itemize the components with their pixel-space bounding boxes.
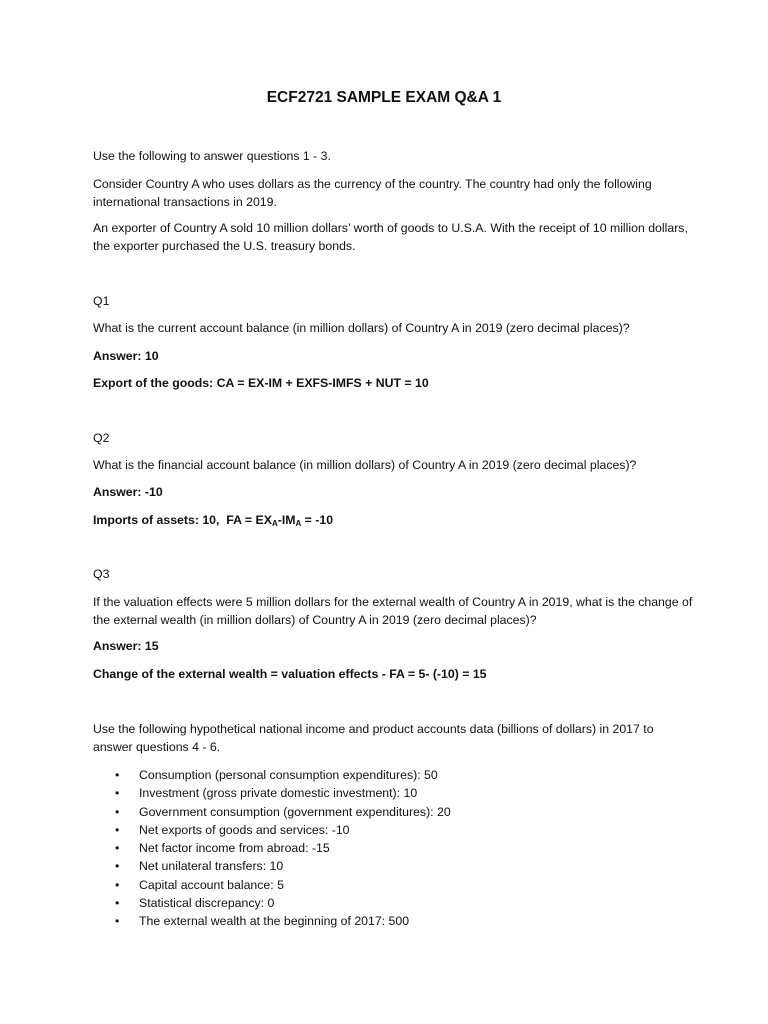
list-item-text: Consumption (personal consumption expenditures): 50 [139,768,438,782]
bullet-icon: • [115,786,120,801]
q2-question: What is the financial account balance (in million dollars) of Country A in 2019 (zero decimal places)? [93,458,637,472]
list-item [93,803,693,821]
list-item [93,784,693,802]
intro-paragraph-1: Use the following to answer questions 1 - 3. [93,149,331,163]
document-title: ECF2721 SAMPLE EXAM Q&A 1 [266,89,502,106]
list-item [93,894,693,912]
list-item [93,876,693,894]
q2-subscript-a1: A [271,519,278,528]
list-item [93,912,693,930]
bullet-icon: • [115,859,120,874]
list-item-text: Capital account balance: 5 [139,877,284,892]
bullet-icon: • [115,804,120,819]
q2-answer: Answer: -10 [93,485,163,499]
q2-explanation-suffix: = -10 [301,513,334,527]
q1-explanation: Export of the goods: CA = EX-IM + EXFS-IMFS + NUT = 10 [93,376,429,390]
data-bullet-list [93,766,693,931]
q3-answer: Answer: 15 [93,639,159,653]
bullet-icon: • [115,822,120,837]
list-item-text: Government consumption (government expenditures): 20 [139,804,451,819]
list-item [93,821,693,839]
list-item [93,839,693,857]
intro-paragraph-3: An exporter of Country A sold 10 million dollars’ worth of goods to U.S.A. With the receipt of 10 million dollars, the exporter purchased the U.S. treasury bonds. [93,221,688,253]
bullet-icon: • [115,896,120,911]
q1-answer: Answer: 10 [93,349,159,363]
intro-paragraph-4: Use the following hypothetical national income and product accounts data (billions of dollars) in 2017 to answer questions 4 - 6. [93,722,654,754]
q2-explanation [93,511,693,529]
list-item [93,766,693,784]
list-item-text: Net exports of goods and services: -10 [139,822,350,837]
q2-explanation-mid: -IM [277,513,296,527]
bullet-icon: • [115,841,120,856]
intro-paragraph-2: Consider Country A who uses dollars as the currency of the country. The country had only the following international transactions in 2019. [93,177,652,209]
bullet-icon: • [115,768,120,782]
bullet-icon: • [115,877,120,892]
list-item-text: Statistical discrepancy: 0 [139,896,275,911]
list-item-text: Net unilateral transfers: 10 [139,859,284,874]
list-item [93,857,693,875]
q2-explanation-prefix: Imports of assets: 10, FA = EX [93,513,272,527]
q3-label: Q3 [93,567,110,581]
q2-label: Q2 [93,431,110,445]
q3-question: If the valuation effects were 5 million dollars for the external wealth of Country A in 2019, what is the change of the external wealth (in million dollars) of Country A in 2019 (zero decimal places)? [93,595,693,627]
q1-question: What is the current account balance (in million dollars) of Country A in 2019 (zero decimal places)? [93,321,630,335]
q2-subscript-a2: A [295,519,302,528]
list-item-text: Net factor income from abroad: -15 [139,841,330,856]
q3-explanation: Change of the external wealth = valuation effects - FA = 5- (-10) = 15 [93,667,487,681]
bullet-icon: • [115,914,120,929]
q1-label: Q1 [93,294,110,308]
list-item-text: The external wealth at the beginning of 2017: 500 [139,914,410,929]
list-item-text: Investment (gross private domestic investment): 10 [139,786,418,801]
